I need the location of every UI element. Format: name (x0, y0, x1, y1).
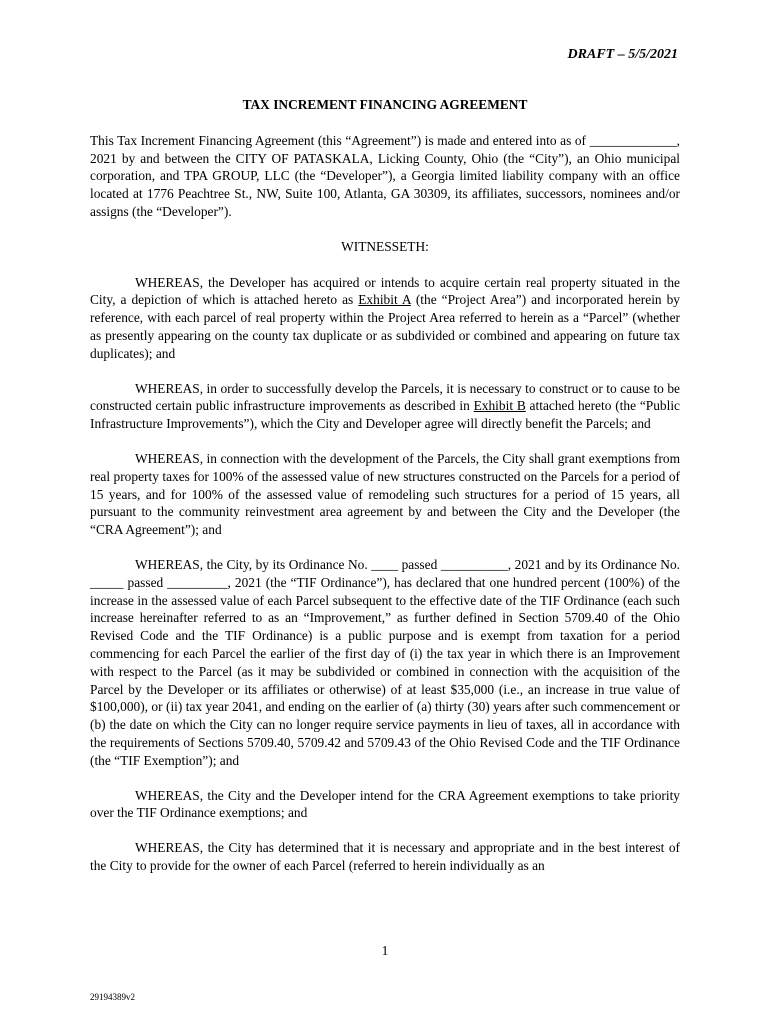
whereas-1-text-after: (the “Project Area”) and incorporated herein by reference, with each parcel of real property within the Project Area referred to herein as a “Parcel” (whether as presently appearing on the county tax duplicate or as subdivided or combined and appearing on future tax duplicates); and (90, 292, 680, 361)
exhibit-a-reference: Exhibit A (358, 292, 411, 308)
page-number: 1 (381, 943, 389, 958)
whereas-paragraph-6: WHEREAS, the City has determined that it is necessary and appropriate and in the best interest of the City to provide for the owner of each Parcel (referred to herein individually as an (90, 840, 680, 873)
document-id: 29194389v2 (90, 992, 135, 1002)
whereas-2-text-after: attached hereto (the “Public Infrastructure Improvements”), which the City and Developer agree will directly benefit the Parcels; and (90, 398, 680, 432)
whereas-paragraph-1 (90, 274, 680, 363)
draft-label: DRAFT – 5/5/2021 (567, 47, 678, 62)
whereas-paragraph-3: WHEREAS, in connection with the development of the Parcels, the City shall grant exemptions from real property taxes for 100% of the assessed value of new structures constructed on the Parcels for a period of 15 years, and for 100% of the assessed value of remodeling such structures for a period of 15 years, all pursuant to the community reinvestment area agreement by and between the City and the Developer (the “CRA Agreement”); and (90, 450, 680, 538)
exhibit-b-reference: Exhibit B (473, 398, 526, 414)
whereas-paragraph-2 (90, 380, 680, 433)
intro-paragraph: This Tax Increment Financing Agreement (this “Agreement”) is made and entered into as of _____________, 2021 by and between the CITY OF PATASKALA, Licking County, Ohio (the “City”), an Ohio municipal corporation, and TPA GROUP, LLC (the “Developer”), a Georgia limited liability company with an office located at 1776 Peachtree St., NW, Suite 100, Atlanta, GA 30309, its affiliates, successors, nominees and/or assigns (the “Developer”). (90, 132, 680, 219)
document-title: TAX INCREMENT FINANCING AGREEMENT (242, 97, 528, 112)
document-body (90, 96, 680, 892)
whereas-paragraph-4: WHEREAS, the City, by its Ordinance No. ____ passed __________, 2021 and by its Ordinance No. _____ passed _________, 2021 (the “TIF Ordinance”), has declared that one hundred percent (100%) of the increase in the assessed value of each Parcel subsequent to the effective date of the TIF Ordinance (each such increase hereinafter referred to as an “Improvement,” as further defined in Section 5709.40 of the Ohio Revised Code and the TIF Ordinance) is a public purpose and is exempt from taxation for a period commencing for each Parcel the earlier of the first day of (i) the tax year in which there is an Improvement with respect to the Parcel (as it may be subdivided or combined in connection with the acquisition of the Parcel by the Developer or its affiliates or otherwise) of at least $35,000 (i.e., an increase in true value of $100,000), or (ii) tax year 2041, and ending on the earlier of (a) thirty (30) years after such commencement or (b) the date on which the City can no longer require service payments in lieu of taxes, all in accordance with the requirements of Sections 5709.40, 5709.42 and 5709.43 of the Ohio Revised Code and the TIF Ordinance (the “TIF Exemption”); and (90, 556, 680, 768)
witnesseth-heading: WITNESSETH: (341, 238, 429, 254)
whereas-1-text-before: WHEREAS, the Developer has acquired or intends to acquire certain real property situated in the City, a depiction of which is attached hereto as (90, 274, 680, 308)
whereas-paragraph-5: WHEREAS, the City and the Developer intend for the CRA Agreement exemptions to take priority over the TIF Ordinance exemptions; and (90, 787, 680, 821)
whereas-2-text-before: WHEREAS, in order to successfully develop the Parcels, it is necessary to construct or to cause to be constructed certain public infrastructure improvements as described in (90, 380, 680, 414)
